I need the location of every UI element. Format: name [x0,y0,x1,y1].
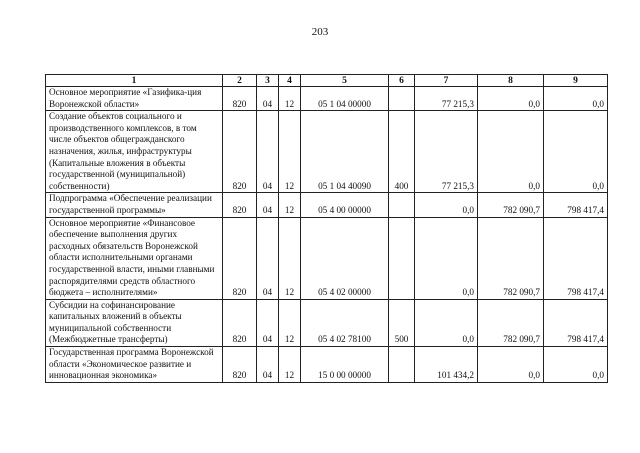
column-header: 9 [544,75,608,87]
pr-cell: 12 [279,217,301,299]
grbs-cell: 820 [223,299,257,346]
column-header: 8 [478,75,544,87]
column-header: 4 [279,75,301,87]
amount-2021-cell: 0,0 [544,347,608,383]
pr-cell: 12 [279,299,301,346]
table-row [46,193,608,217]
rz-cell: 04 [257,299,279,346]
row-name: Субсидии на софинансирование капитальных вложений в объекты муниципальной собственности (Межбюджетные трансферты) [46,299,223,346]
rz-cell: 04 [257,111,279,193]
column-header: 3 [257,75,279,87]
amount-2019-cell: 0,0 [415,193,478,217]
amount-2020-cell: 782 090,7 [478,217,544,299]
row-name: Основное мероприятие «Финансовое обеспечение выполнения других расходных обязательств Воронежской области исполнительными органами государственной власти, иными главными распорядителями средств областного бюджета – исполнителями» [46,217,223,299]
pr-cell: 12 [279,87,301,111]
column-header: 6 [389,75,415,87]
pr-cell: 12 [279,111,301,193]
amount-2019-cell: 77 215,3 [415,87,478,111]
row-name: Основное мероприятие «Газифика-ция Воронежской области» [46,87,223,111]
amount-2020-cell: 0,0 [478,111,544,193]
rz-cell: 04 [257,217,279,299]
rz-cell: 04 [257,347,279,383]
grbs-cell: 820 [223,87,257,111]
grbs-cell: 820 [223,111,257,193]
amount-2019-cell: 77 215,3 [415,111,478,193]
grbs-cell: 820 [223,193,257,217]
vr-cell: 400 [389,111,415,193]
row-name: Государственная программа Воронежской области «Экономическое развитие и инновационная экономика» [46,347,223,383]
column-header: 5 [301,75,389,87]
vr-cell: 500 [389,299,415,346]
budget-table [45,74,608,383]
csr-cell: 05 4 00 00000 [301,193,389,217]
amount-2020-cell: 782 090,7 [478,193,544,217]
table-row [46,111,608,193]
csr-cell: 05 4 02 78100 [301,299,389,346]
column-header: 1 [46,75,223,87]
page-number: 203 [311,26,329,38]
column-header: 7 [415,75,478,87]
amount-2021-cell: 798 417,4 [544,193,608,217]
csr-cell: 05 1 04 40090 [301,111,389,193]
grbs-cell: 820 [223,217,257,299]
row-name: Подпрограмма «Обеспечение реализации государственной программы» [46,193,223,217]
row-name: Создание объектов социального и производственного комплексов, в том числе объектов общегражданского назначения, жилья, инфраструктуры (Капитальные вложения в объекты государственной (муниципальной) собственности) [46,111,223,193]
amount-2021-cell: 798 417,4 [544,217,608,299]
amount-2021-cell: 0,0 [544,87,608,111]
amount-2021-cell: 798 417,4 [544,299,608,346]
amount-2019-cell: 0,0 [415,299,478,346]
table-row [46,217,608,299]
column-header: 2 [223,75,257,87]
table-row [46,87,608,111]
rz-cell: 04 [257,87,279,111]
csr-cell: 15 0 00 00000 [301,347,389,383]
vr-cell [389,87,415,111]
header-row [46,75,608,87]
amount-2020-cell: 0,0 [478,87,544,111]
amount-2020-cell: 0,0 [478,347,544,383]
csr-cell: 05 1 04 00000 [301,87,389,111]
pr-cell: 12 [279,193,301,217]
grbs-cell: 820 [223,347,257,383]
rz-cell: 04 [257,193,279,217]
amount-2019-cell: 101 434,2 [415,347,478,383]
pr-cell: 12 [279,347,301,383]
table-row [46,347,608,383]
csr-cell: 05 4 02 00000 [301,217,389,299]
vr-cell [389,217,415,299]
vr-cell [389,193,415,217]
table-row [46,299,608,346]
amount-2021-cell: 0,0 [544,111,608,193]
amount-2020-cell: 782 090,7 [478,299,544,346]
amount-2019-cell: 0,0 [415,217,478,299]
vr-cell [389,347,415,383]
